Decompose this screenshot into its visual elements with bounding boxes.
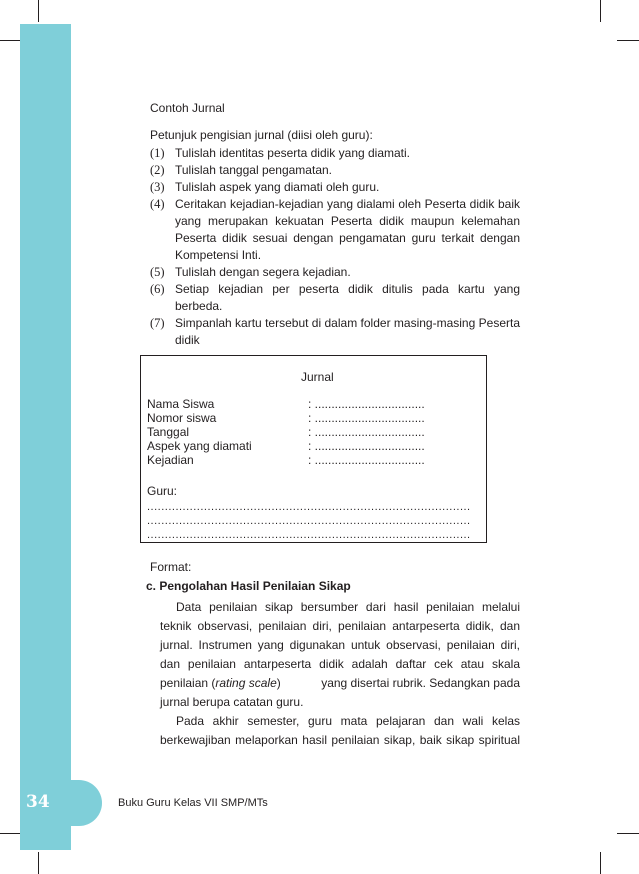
section-heading: c. Pengolahan Hasil Penilaian Sikap — [146, 579, 351, 593]
paragraph-line: teknik observasi, penilaian diri, penilaian antarpeserta didik, dan — [160, 619, 520, 633]
item-number: (6) — [150, 282, 165, 296]
item-text: Tulislah dengan segera kejadian. — [175, 265, 351, 279]
format-label: Format: — [150, 560, 192, 574]
crop-mark — [38, 852, 39, 874]
item-text: Setiap kejadian per peserta didik ditulis pada kartu yang berbeda. — [175, 282, 520, 313]
page-number: 34 — [26, 792, 50, 812]
rating-scale-term: rating scale — [215, 676, 277, 690]
crop-mark — [600, 852, 601, 874]
guru-line: ........................................................................................... — [147, 529, 471, 541]
item-number: (5) — [150, 265, 165, 279]
field-value: : ................................. — [308, 411, 425, 425]
paragraph-line — [160, 674, 520, 693]
crop-mark — [617, 40, 639, 41]
instruction-item — [150, 281, 520, 315]
paragraph-text: penilaian ( — [160, 676, 216, 690]
book-title: Buku Guru Kelas VII SMP/MTs — [118, 797, 268, 809]
paragraph-line: jurnal. Instrumen yang digunakan untuk observasi, penilaian diri, — [160, 638, 520, 652]
item-text: Tulislah aspek yang diamati oleh guru. — [175, 180, 380, 194]
field-value: : ................................. — [308, 397, 425, 411]
page-sidebar — [20, 24, 71, 850]
field-label: Tanggal — [147, 425, 190, 439]
item-number: (1) — [150, 146, 165, 160]
field-label: Aspek yang diamati — [147, 439, 252, 453]
paragraph-text: ) — [276, 676, 281, 690]
field-value: : ................................. — [308, 439, 425, 453]
guru-label: Guru: — [147, 484, 178, 498]
field-label: Nama Siswa — [147, 397, 215, 411]
instruction-item — [150, 145, 520, 162]
item-text: Tulislah tanggal pengamatan. — [175, 163, 332, 177]
instruction-item — [150, 315, 520, 349]
paragraph-line: jurnal berupa catatan guru. — [160, 695, 304, 709]
instructions-title: Petunjuk pengisian jurnal (diisi oleh guru): — [150, 128, 373, 142]
journal-form — [140, 355, 487, 543]
item-number: (3) — [150, 180, 165, 194]
crop-mark — [0, 40, 22, 41]
guru-line: ........................................................................................... — [147, 501, 471, 513]
field-value: : ................................. — [308, 453, 425, 467]
paragraph-line: berkewajiban melaporkan hasil penilaian sikap, baik sikap spiritual — [160, 733, 520, 747]
instruction-item — [150, 162, 520, 179]
field-value: : ................................. — [308, 425, 425, 439]
field-label: Nomor siswa — [147, 411, 217, 425]
instruction-item — [150, 179, 520, 196]
instruction-item — [150, 264, 520, 281]
guru-line: ........................................................................................... — [147, 515, 471, 527]
crop-mark — [0, 833, 22, 834]
item-text: Tulislah identitas peserta didik yang diamati. — [175, 146, 411, 160]
item-number: (2) — [150, 163, 165, 177]
paragraph-line: dan penilaian antarpeserta didik adalah daftar cek atau skala — [160, 657, 520, 671]
crop-mark — [617, 833, 639, 834]
paragraph-line: Pada akhir semester, guru mata pelajaran dan wali kelas — [176, 714, 520, 728]
heading: Contoh Jurnal — [150, 101, 225, 115]
crop-mark — [600, 0, 601, 22]
instruction-item — [150, 196, 520, 264]
paragraph-text: yang disertai rubrik. Sedangkan pada — [321, 676, 520, 690]
crop-mark — [38, 0, 39, 22]
field-label: Kejadian — [147, 453, 194, 467]
journal-title: Jurnal — [301, 370, 334, 384]
item-number: (7) — [150, 316, 165, 330]
item-number: (4) — [150, 197, 165, 211]
item-text: Ceritakan kejadian-kejadian yang dialami oleh Peserta didik baik yang merupakan kekuatan Peserta didik maupun kelemahan Peserta didik sesuai dengan pengamatan guru terkait dengan Kompetensi Inti. — [175, 197, 520, 262]
item-text: Simpanlah kartu tersebut di dalam folder masing-masing Peserta didik — [175, 316, 520, 347]
paragraph-line: Data penilaian sikap bersumber dari hasil penilaian melalui — [176, 600, 520, 614]
